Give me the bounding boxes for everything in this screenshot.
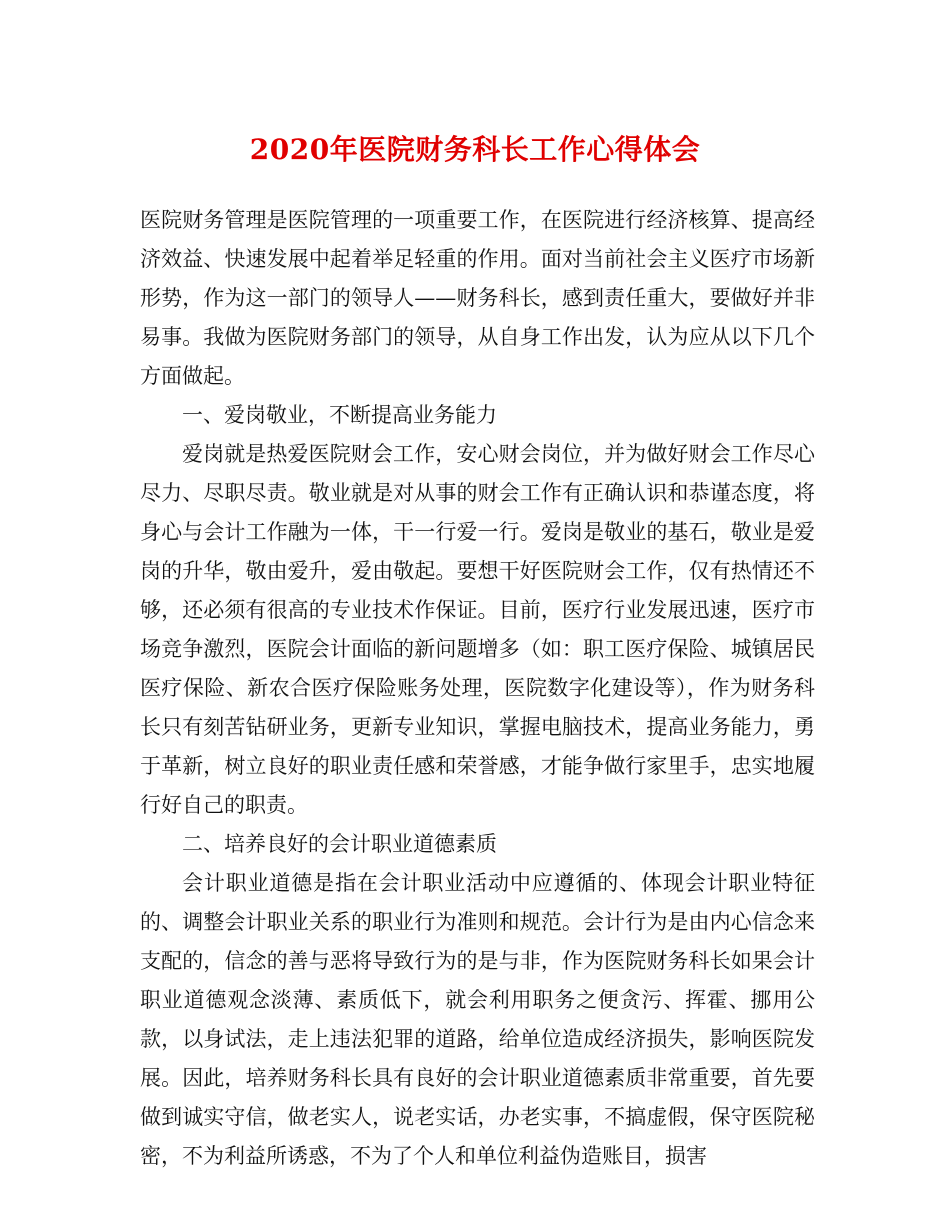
section-heading-2: 二、培养良好的会计职业道德素质 [182,832,497,856]
paragraph-section-1: 爱岗就是热爱医院财会工作，安心财会岗位，并为做好财会工作尽心尽力、尽职尽责。敬业就是对从事的财会工作有正确认识和恭谨态度，将身心与会计工作融为一体，干一行爱一行。爱岗是敬业的基石，敬业是爱岗的升华，敬由爱升，爱由敬起。要想干好医院财会工作，仅有热情还不够，还必须有很高的专业技术作保证。目前，医疗行业发展迅速，医疗市场竞争激烈，医院会计面临的新问题增多（如：职工医疗保险、城镇居民医疗保险、新农合医疗保险账务处理，医院数字化建设等），作为财务科长只有刻苦钻研业务，更新专业知识，掌握电脑技术，提高业务能力，勇于革新，树立良好的职业责任感和荣誉感，才能争做行家里手，忠实地履行好自己的职责。 [140,442,815,817]
document-title: 2020年医院财务科长工作心得体会 [249,133,701,166]
paragraph-section-2: 会计职业道德是指在会计职业活动中应遵循的、体现会计职业特征的、调整会计职业关系的职业行为准则和规范。会计行为是由内心信念来支配的，信念的善与恶将导致行为的是与非，作为医院财务科长如果会计职业道德观念淡薄、素质低下，就会利用职务之便贪污、挥霍、挪用公款，以身试法，走上违法犯罪的道路，给单位造成经济损失，影响医院发展。因此，培养财务科长具有良好的会计职业道德素质非常重要，首先要做到诚实守信，做老实人，说老实话，办老实事，不搞虚假，保守医院秘密，不为利益所诱惑，不为了个人和单位利益伪造账目，损害 [140,871,815,1168]
paragraph-intro: 医院财务管理是医院管理的一项重要工作，在医院进行经济核算、提高经济效益、快速发展中起着举足轻重的作用。面对当前社会主义医疗市场新形势，作为这一部门的领导人——财务科长，感到责任重大，要做好并非易事。我做为医院财务部门的领导，从自身工作出发，认为应从以下几个方面做起。 [140,208,815,388]
document-body [140,201,815,1176]
section-heading-1: 一、爱岗敬业，不断提高业务能力 [182,403,497,427]
